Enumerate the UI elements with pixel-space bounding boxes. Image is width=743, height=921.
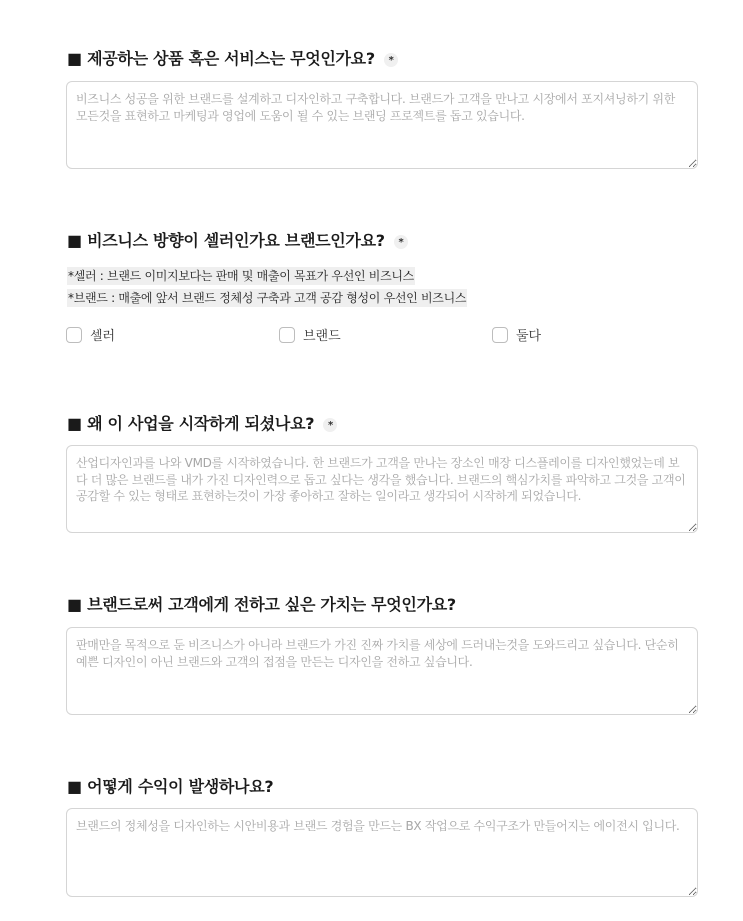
option-brand-checkbox[interactable] bbox=[279, 325, 341, 344]
option-seller-checkbox[interactable] bbox=[66, 325, 115, 344]
checkbox-icon[interactable] bbox=[279, 327, 295, 343]
question-1-answer-field[interactable] bbox=[66, 81, 698, 169]
question-5-title bbox=[67, 776, 273, 798]
question-2-label: 비즈니스 방향이 셀러인가요 브랜드인가요? bbox=[87, 231, 385, 250]
brand-description-note: *브랜드 : 매출에 앞서 브랜드 정체성 구축과 고객 공감 형성이 우선인 비즈니스 bbox=[68, 291, 467, 305]
question-4-answer-field[interactable] bbox=[66, 627, 698, 715]
checkbox-icon[interactable] bbox=[66, 327, 82, 343]
question-1-bullet: ■ bbox=[67, 49, 82, 68]
question-1-label: 제공하는 상품 혹은 서비스는 무엇인가요? bbox=[87, 49, 375, 68]
question-3-answer-field[interactable] bbox=[66, 445, 698, 533]
option-brand-label: 브랜드 bbox=[303, 329, 341, 344]
question-4-title bbox=[67, 594, 456, 616]
question-4-label: 브랜드로써 고객에게 전하고 싶은 가치는 무엇인가요? bbox=[87, 595, 456, 614]
checkbox-icon[interactable] bbox=[492, 327, 508, 343]
required-icon: * bbox=[384, 53, 398, 67]
required-icon: * bbox=[323, 418, 337, 432]
question-5-answer-field[interactable] bbox=[66, 808, 698, 897]
question-3-bullet: ■ bbox=[67, 414, 82, 433]
question-5-label: 어떻게 수익이 발생하나요? bbox=[87, 777, 274, 796]
option-seller-label: 셀러 bbox=[90, 329, 116, 344]
question-2-title bbox=[67, 230, 408, 252]
option-both-label: 둘다 bbox=[516, 329, 542, 344]
seller-description-note: *셀러 : 브랜드 이미지보다는 판매 및 매출이 목표가 우선인 비즈니스 bbox=[68, 269, 414, 283]
question-2-bullet: ■ bbox=[67, 231, 82, 250]
question-3-label: 왜 이 사업을 시작하게 되셨나요? bbox=[87, 414, 315, 433]
option-both-checkbox[interactable] bbox=[492, 325, 541, 344]
question-1-title bbox=[67, 48, 398, 70]
required-icon: * bbox=[394, 235, 408, 249]
question-3-title bbox=[67, 413, 337, 435]
question-4-bullet: ■ bbox=[67, 595, 82, 614]
question-5-bullet: ■ bbox=[67, 777, 82, 796]
